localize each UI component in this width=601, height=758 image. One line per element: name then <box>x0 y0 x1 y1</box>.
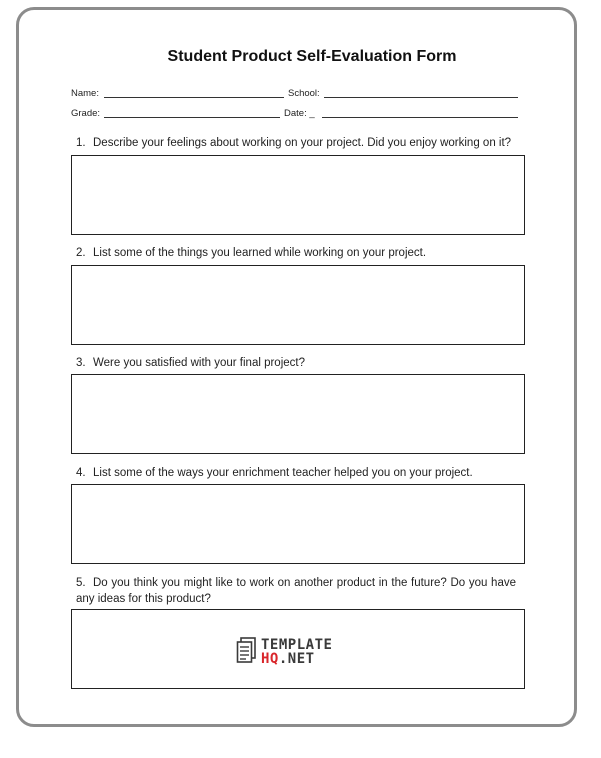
grade-label: Grade: <box>71 108 101 119</box>
question-number: 1. <box>76 137 86 149</box>
watermark-line-2 <box>261 652 315 666</box>
grade-field[interactable] <box>104 117 280 118</box>
date-field[interactable] <box>322 117 518 118</box>
question-number: 5. <box>76 577 86 589</box>
question-3 <box>76 355 526 371</box>
watermark-net: .NET <box>278 651 315 667</box>
answer-box-4[interactable] <box>71 484 525 564</box>
name-field[interactable] <box>104 97 284 98</box>
school-label: School: <box>288 88 320 99</box>
question-1 <box>76 135 526 151</box>
question-text: Were you satisfied with your final project? <box>93 357 305 369</box>
question-text: Describe your feelings about working on your project. Did you enjoy working on it? <box>93 137 512 149</box>
name-label: Name: <box>71 88 99 99</box>
watermark-logo <box>236 636 356 668</box>
answer-box-1[interactable] <box>71 155 525 235</box>
form-title: Student Product Self-Evaluation Form <box>167 48 457 65</box>
question-5 <box>76 575 516 607</box>
question-2 <box>76 245 526 261</box>
question-number: 3. <box>76 357 86 369</box>
answer-box-3[interactable] <box>71 374 525 454</box>
school-field[interactable] <box>324 97 518 98</box>
question-4 <box>76 465 526 481</box>
document-stack-icon <box>236 637 258 667</box>
question-number: 2. <box>76 247 86 259</box>
watermark-line-1: TEMPLATE <box>261 637 333 653</box>
question-text: List some of the ways your enrichment teacher helped you on your project. <box>93 467 473 479</box>
question-text: List some of the things you learned while working on your project. <box>93 247 427 259</box>
date-label: Date: _ <box>284 108 315 119</box>
question-number: 4. <box>76 467 86 479</box>
question-text: Do you think you might like to work on another product in the future? Do you have any ideas for this product? <box>76 577 516 605</box>
watermark-hq: HQ <box>261 651 279 667</box>
answer-box-2[interactable] <box>71 265 525 345</box>
